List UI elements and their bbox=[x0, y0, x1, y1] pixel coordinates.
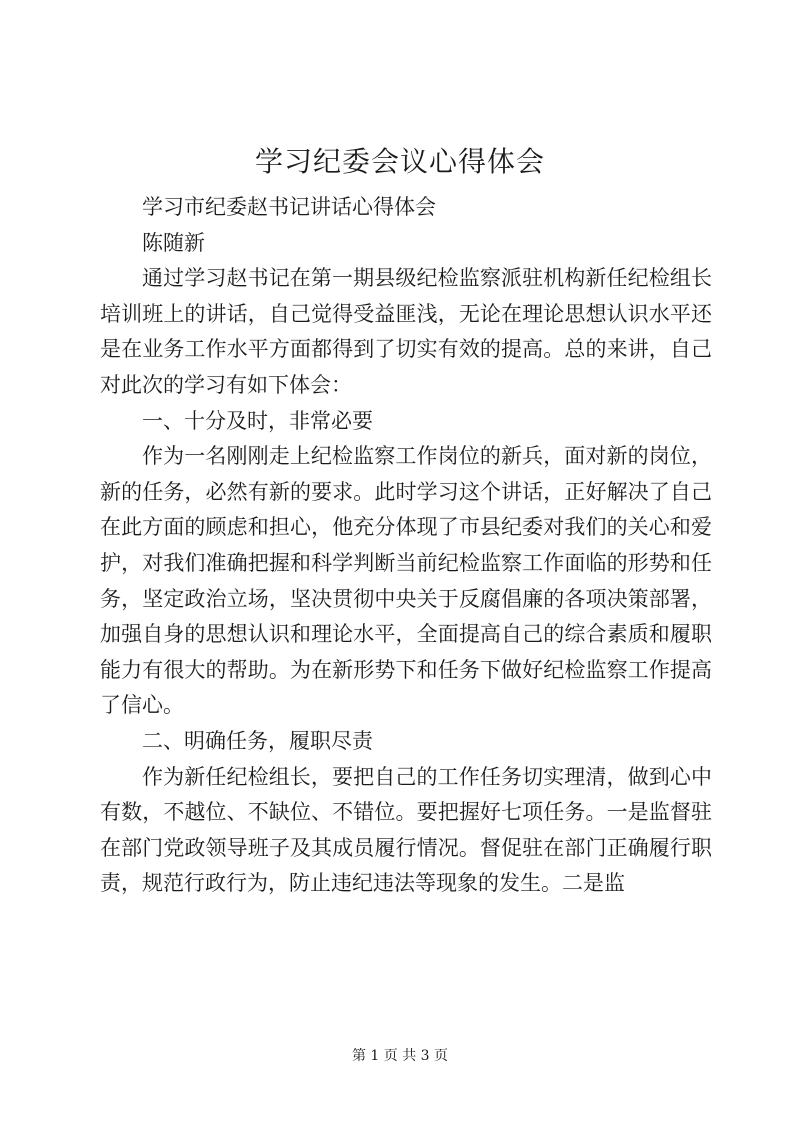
section-heading-2: 二、明确任务，履职尽责 bbox=[142, 728, 373, 753]
author-paragraph: 陈随新 bbox=[142, 230, 205, 255]
section-body-1: 作为一名刚刚走上纪检监察工作岗位的新兵，面对新的岗位，新的任务，必然有新的要求。此时学习这个讲话，正好解决了自己在此方面的顾虑和担心，他充分体现了市县纪委对我们的关心和爱护，对我们准确把握和科学判断当前纪检监察工作面临的形势和任务，坚定政治立场，坚决贯彻中央关于反腐倡廉的各项决策部署，加强自身的思想认识和理论水平，全面提高自己的综合素质和履职能力有很大的帮助。为在新形势下和任务下做好纪检监察工作提高了信心。 bbox=[100, 444, 712, 718]
section-body-2: 作为新任纪检组长，要把自己的工作任务切实理清，做到心中有数，不越位、不缺位、不错位。要把握好七项任务。一是监督驻在部门党政领导班子及其成员履行情况。督促驻在部门正确履行职责，规范行政行为，防止违纪违法等现象的发生。二是监 bbox=[100, 764, 712, 896]
document-title: 学习纪委会议心得体会 bbox=[254, 145, 545, 178]
section-heading-1: 一、十分及时，非常必要 bbox=[142, 408, 373, 433]
document-body bbox=[100, 190, 712, 902]
intro-paragraph: 通过学习赵书记在第一期县级纪检监察派驻机构新任纪检组长培训班上的讲话，自己觉得受益匪浅，无论在理论思想认识水平还是在业务工作水平方面都得到了切实有效的提高。总的来讲，自己对此次的学习有如下体会： bbox=[100, 266, 712, 397]
subtitle-paragraph: 学习市纪委赵书记讲话心得体会 bbox=[142, 195, 436, 219]
page-footer: 第 1 页 共 3 页 bbox=[351, 1048, 449, 1064]
